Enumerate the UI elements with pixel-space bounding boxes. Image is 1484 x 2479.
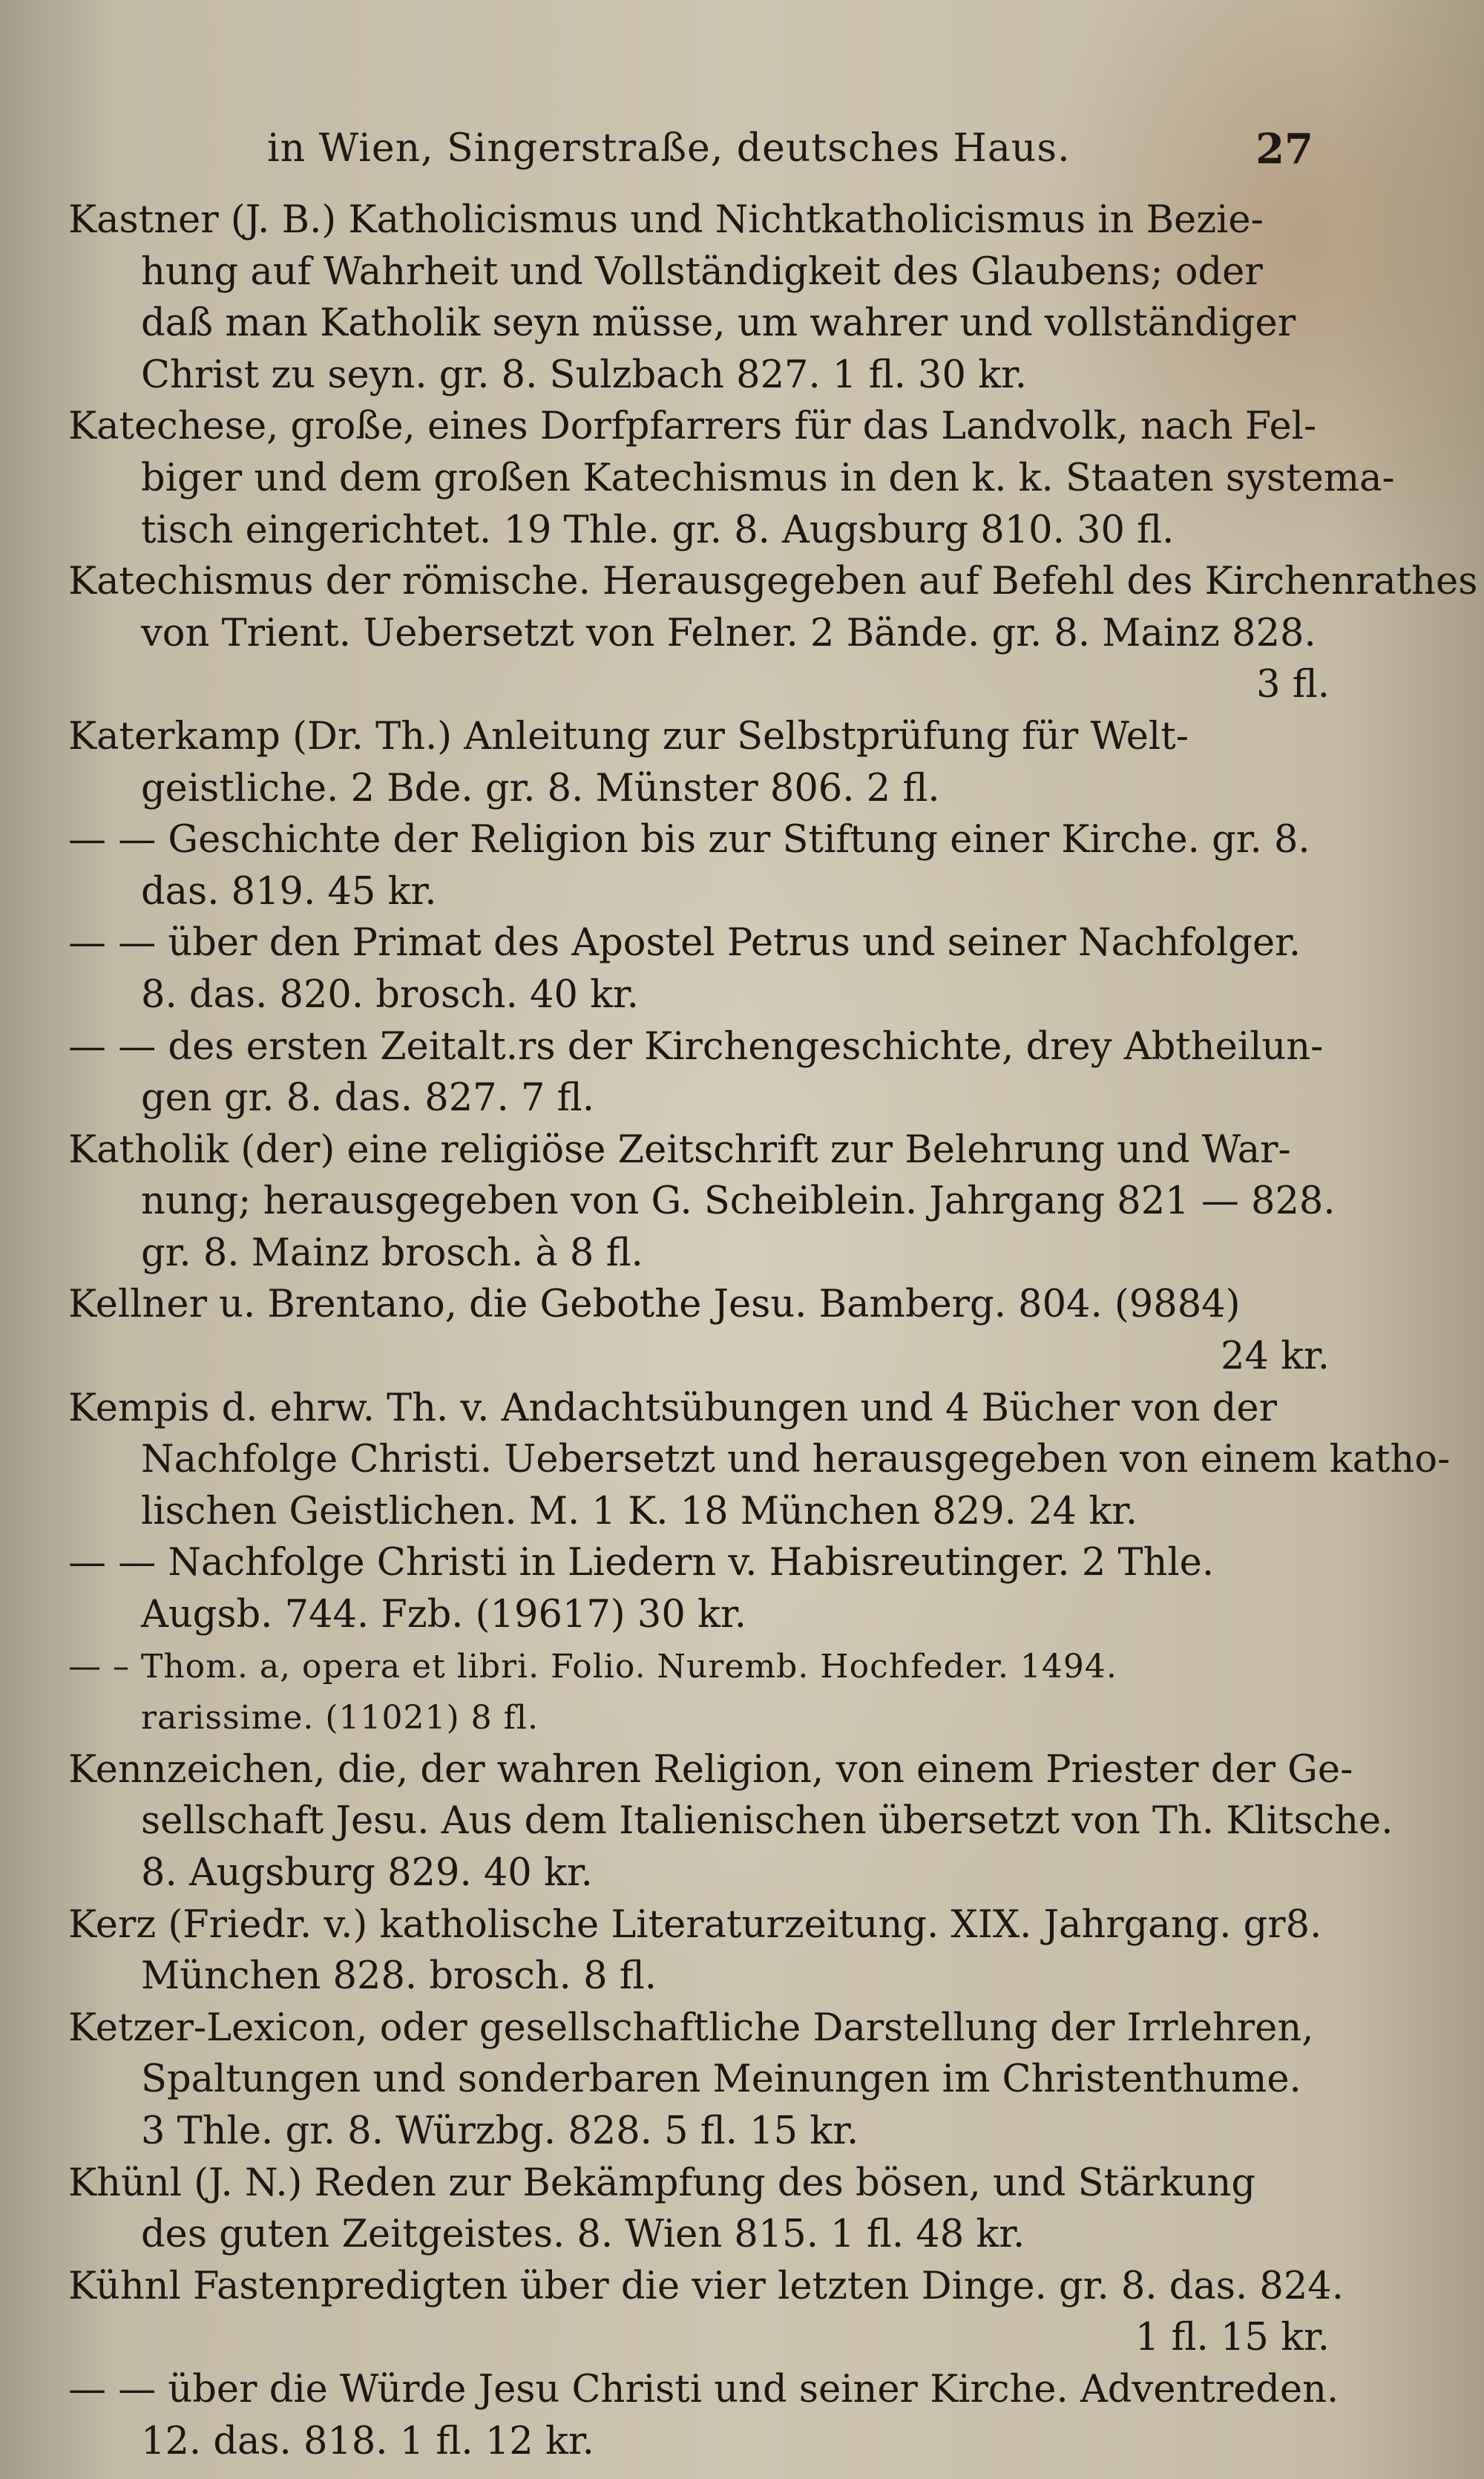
catalog-entry <box>68 1899 1330 2002</box>
entry-first-line: Khünl (J. N.) Reden zur Bekämpfung des bösen, und Stärkung <box>68 2161 1256 2205</box>
entry-continuation-line: Augsb. 744. Fzb. (19617) 30 kr. <box>141 1593 746 1637</box>
entry-continuation-line: 3 Thle. gr. 8. Würzbg. 828. 5 fl. 15 kr. <box>141 2109 859 2153</box>
entry-first-line: — — Geschichte der Religion bis zur Stiftung einer Kirche. gr. 8. <box>68 818 1310 862</box>
catalog-entry <box>68 711 1330 814</box>
catalog-entries <box>68 194 1478 2467</box>
entry-first-line: Kastner (J. B.) Katholicismus und Nichtkatholicismus in Bezie- <box>68 198 1264 242</box>
catalog-entry <box>68 814 1330 917</box>
entry-first-line: Kennzeichen, die, der wahren Religion, von einem Priester der Ge- <box>68 1747 1353 1792</box>
catalog-entry <box>68 2002 1330 2158</box>
entry-continuation-line: das. 819. 45 kr. <box>141 869 437 914</box>
entry-first-line: — — des ersten Zeitalt.rs der Kirchengeschichte, drey Abtheilun- <box>68 1024 1324 1069</box>
entry-continuation-line: des guten Zeitgeistes. 8. Wien 815. 1 fl. 48 kr. <box>141 2213 1025 2257</box>
entry-continuation-line: 8. das. 820. brosch. 40 kr. <box>141 972 640 1017</box>
entry-first-line: Katechismus der römische. Herausgegeben auf Befehl des Kirchenrathes <box>68 560 1478 604</box>
entry-first-line: Katerkamp (Dr. Th.) Anleitung zur Selbstprüfung für Welt- <box>68 714 1189 759</box>
entry-continuation-line: geistliche. 2 Bde. gr. 8. Münster 806. 2 fl. <box>141 766 940 810</box>
entry-continuation-line: daß man Katholik seyn müsse, um wahrer und vollständiger <box>141 301 1296 346</box>
entry-first-line: Kerz (Friedr. v.) katholische Literaturzeitung. XIX. Jahrgang. gr8. <box>68 1902 1322 1947</box>
catalog-entry <box>68 556 1478 711</box>
catalog-entry <box>68 1744 1393 1899</box>
catalog-entry <box>68 1383 1451 1538</box>
entry-continuation-line: München 828. brosch. 8 fl. <box>141 1954 657 1999</box>
catalog-entry <box>68 1124 1336 1280</box>
entry-continuation-line: sellschaft Jesu. Aus dem Italienischen übersetzt von Th. Klitsche. <box>141 1799 1393 1844</box>
catalog-entry <box>68 194 1330 401</box>
entry-first-line: Kühnl Fastenpredigten über die vier letzten Dinge. gr. 8. das. 824. <box>68 2264 1344 2308</box>
entry-continuation-line: Spaltungen und sonderbaren Meinungen im Christenthume. <box>141 2057 1301 2102</box>
entry-continuation-line: Nachfolge Christi. Uebersetzt und herausgegeben von einem katho- <box>141 1438 1451 1482</box>
entry-first-line: — — Nachfolge Christi in Liedern v. Habisreutinger. 2 Thle. <box>68 1541 1215 1585</box>
entry-continuation-line: von Trient. Uebersetzt von Felner. 2 Bände. gr. 8. Mainz 828. <box>141 611 1316 655</box>
entry-continuation-line: hung auf Wahrheit und Vollständigkeit des Glaubens; oder <box>141 249 1263 294</box>
catalog-entry <box>68 401 1395 556</box>
entry-price: 24 kr. <box>1221 1335 1330 1379</box>
catalog-entry <box>68 1641 1330 1744</box>
entry-continuation-line: gen gr. 8. das. 827. 7 fl. <box>141 1076 594 1121</box>
running-title: in Wien, Singerstraße, deutsches Haus. <box>267 126 1071 171</box>
entry-first-line: Ketzer-Lexicon, oder gesellschaftliche Darstellung der Irrlehren, <box>68 2005 1314 2050</box>
entry-price: 3 fl. <box>1256 663 1330 707</box>
entry-first-line: — – Thom. a, opera et libri. Folio. Nuremb. Hochfeder. 1494. <box>68 1647 1117 1686</box>
catalog-entry <box>68 2261 1344 2364</box>
catalog-entry <box>68 1537 1330 1640</box>
entry-first-line: Katholik (der) eine religiöse Zeitschrift zur Belehrung und War- <box>68 1127 1291 1172</box>
catalog-entry <box>68 2364 1339 2467</box>
entry-continuation-line: 12. das. 818. 1 fl. 12 kr. <box>141 2419 594 2463</box>
catalog-entry <box>68 917 1330 1021</box>
entry-continuation-line: gr. 8. Mainz brosch. à 8 fl. <box>141 1231 643 1275</box>
entry-first-line: — — über den Primat des Apostel Petrus und seiner Nachfolger. <box>68 921 1301 966</box>
entry-first-line: Kempis d. ehrw. Th. v. Andachtsübungen und 4 Bücher von der <box>68 1386 1277 1430</box>
catalog-entry <box>68 2158 1330 2261</box>
entry-continuation-line: Christ zu seyn. gr. 8. Sulzbach 827. 1 fl. 30 kr. <box>141 353 1028 397</box>
entry-continuation-line: 8. Augsburg 829. 40 kr. <box>141 1851 593 1895</box>
entry-continuation-line: biger und dem großen Katechismus in den k. k. Staaten systema- <box>141 456 1395 500</box>
entry-first-line: Katechese, große, eines Dorfpfarrers für das Landvolk, nach Fel- <box>68 405 1317 449</box>
entry-first-line: Kellner u. Brentano, die Gebothe Jesu. Bamberg. 804. (9884) <box>68 1283 1241 1327</box>
entry-continuation-line: tisch eingerichtet. 19 Thle. gr. 8. Augsburg 810. 30 fl. <box>141 508 1175 552</box>
catalog-entry <box>68 1279 1330 1382</box>
entry-first-line: — — über die Würde Jesu Christi und seiner Kirche. Adventreden. <box>68 2367 1339 2411</box>
entry-continuation-line: lischen Geistlichen. M. 1 K. 18 München 829. 24 kr. <box>141 1489 1138 1533</box>
page-number: 27 <box>1255 125 1313 174</box>
entry-continuation-line: nung; herausgegeben von G. Scheiblein. Jahrgang 821 — 828. <box>141 1179 1336 1224</box>
entry-continuation-line: rarissime. (11021) 8 fl. <box>141 1699 539 1738</box>
catalog-entry <box>68 1021 1330 1124</box>
entry-price: 1 fl. 15 kr. <box>1135 2316 1330 2360</box>
